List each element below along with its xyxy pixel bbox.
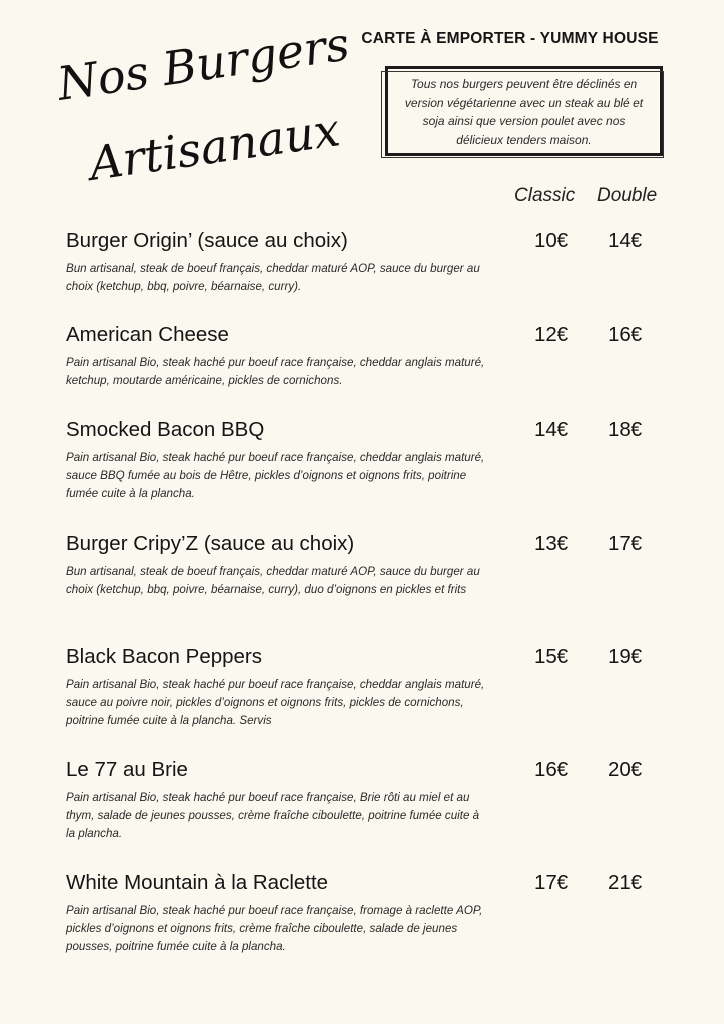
price-double: 19€: [608, 645, 643, 668]
price-double: 20€: [608, 758, 643, 781]
vegetarian-note: Tous nos burgers peuvent être déclinés en version végétarienne avec un steak au blé et soja ainsi que version poulet avec nos délicieux tenders maison.: [385, 66, 663, 156]
header: [340, 30, 680, 48]
price-double: 17€: [608, 532, 643, 555]
menu-item: [66, 757, 666, 844]
menu-item: [66, 870, 666, 957]
item-name: Black Bacon Peppers: [66, 645, 263, 668]
menu-item: [66, 228, 666, 296]
title-line-1: Nos Burgers: [54, 16, 353, 111]
menu-item: [66, 531, 666, 599]
item-description: Bun artisanal, steak de boeuf français, cheddar maturé AOP, sauce du burger au choix (ketchup, bbq, poivre, béarnaise, curry).: [66, 262, 480, 294]
column-header-classic: Classic: [514, 185, 576, 206]
item-name: Burger Cripy’Z (sauce au choix): [66, 532, 355, 555]
item-description: Bun artisanal, steak de boeuf français, cheddar maturé AOP, sauce du burger au choix (ketchup, bbq, poivre, béarnaise, curry), duo d’oignons en pickles et frits: [66, 565, 480, 597]
item-name: Smocked Bacon BBQ: [66, 418, 265, 441]
item-description: Pain artisanal Bio, steak haché pur boeuf race française, Brie rôti au miel et au thym, salade de jeunes pousses, crème fraîche ciboulette, poitrine fumée cuite à la plancha.: [66, 791, 480, 841]
price-classic: 10€: [534, 229, 569, 252]
menu-item: [66, 417, 666, 504]
item-name: White Mountain à la Raclette: [66, 871, 329, 894]
item-name: Burger Origin’ (sauce au choix): [66, 229, 348, 252]
menu-item: [66, 644, 666, 731]
item-description: Pain artisanal Bio, steak haché pur boeuf race française, cheddar anglais maturé, sauce BBQ fumée au bois de Hêtre, pickles d’oignons et oignons frits, poitrine fumée cuite à la plancha.: [66, 451, 485, 501]
item-description: Pain artisanal Bio, steak haché pur boeuf race française, fromage à raclette AOP, pickles d’oignons et oignons frits, crème fraîche ciboulette, salade de jeunes pousses, poitrine fumée cuite à la plancha.: [66, 904, 483, 954]
price-classic: 12€: [534, 323, 569, 346]
price-classic: 14€: [534, 418, 569, 441]
item-description: Pain artisanal Bio, steak haché pur boeuf race française, cheddar anglais maturé, ketchup, moutarde américaine, pickles de cornichons.: [66, 356, 485, 388]
item-name: American Cheese: [66, 323, 229, 346]
item-description: Pain artisanal Bio, steak haché pur boeuf race française, cheddar anglais maturé, sauce au poivre noir, pickles d’oignons et oignons frits, pickles de cornichons, poitrine fumée cuite à la plancha. Servis: [66, 678, 485, 728]
menu-title-script: [54, 16, 353, 200]
restaurant-title: CARTE À EMPORTER - YUMMY HOUSE: [361, 30, 659, 47]
price-double: 18€: [608, 418, 643, 441]
column-header-double: Double: [597, 185, 658, 206]
item-name: Le 77 au Brie: [66, 758, 188, 781]
menu-item: [66, 322, 666, 390]
price-double: 21€: [608, 871, 643, 894]
price-double: 14€: [608, 229, 643, 252]
price-classic: 15€: [534, 645, 569, 668]
price-classic: 16€: [534, 758, 569, 781]
price-classic: 13€: [534, 532, 569, 555]
title-line-2: Artisanaux: [86, 102, 344, 191]
price-double: 16€: [608, 323, 643, 346]
price-classic: 17€: [534, 871, 569, 894]
